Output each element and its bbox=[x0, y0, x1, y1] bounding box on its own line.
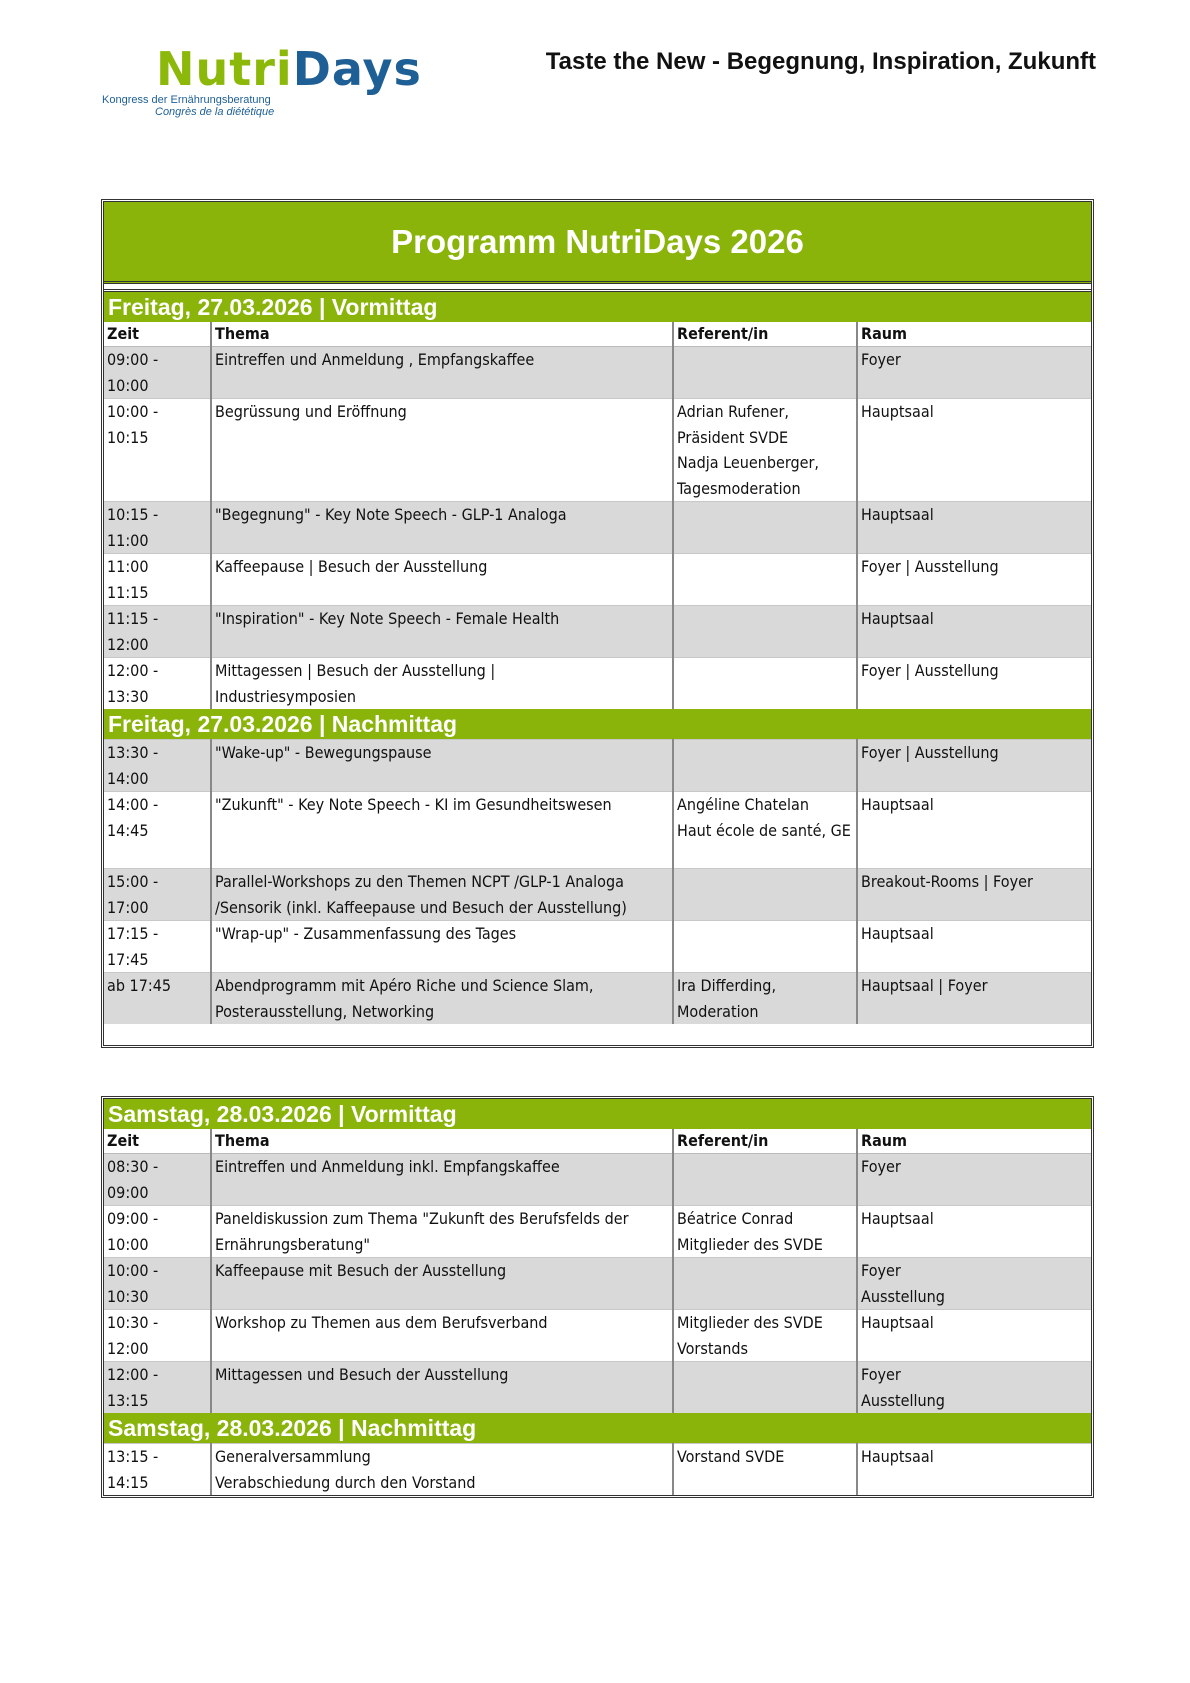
cell-thema-line: Paneldiskussion zum Thema "Zukunft des Berufsfelds der bbox=[215, 1209, 629, 1228]
cell-zeit bbox=[104, 792, 211, 869]
cell-raum bbox=[857, 502, 1091, 554]
cell-zeit-line: 09:00 - bbox=[107, 1209, 159, 1228]
cell-raum bbox=[857, 606, 1091, 658]
cell-zeit bbox=[104, 973, 211, 1025]
cell-thema bbox=[211, 792, 673, 869]
cell-thema-line: Workshop zu Themen aus dem Berufsverband bbox=[215, 1313, 548, 1332]
schedule-table bbox=[104, 1099, 1091, 1495]
schedule-row bbox=[104, 554, 1091, 606]
cell-thema bbox=[211, 606, 673, 658]
cell-thema bbox=[211, 869, 673, 921]
cell-thema-line: Abendprogramm mit Apéro Riche und Science Slam, bbox=[215, 976, 594, 995]
program-title: Programm NutriDays 2026 bbox=[391, 222, 804, 260]
schedule-row bbox=[104, 1310, 1091, 1362]
cell-thema bbox=[211, 921, 673, 973]
cell-referent bbox=[673, 1310, 857, 1362]
cell-raum bbox=[857, 399, 1091, 502]
cell-raum bbox=[857, 869, 1091, 921]
cell-zeit-line: 14:00 bbox=[107, 768, 149, 788]
cell-zeit-line: 14:45 bbox=[107, 820, 149, 840]
cell-raum-line: Hauptsaal bbox=[861, 1313, 934, 1332]
cell-thema-line: Ernährungsberatung" bbox=[215, 1234, 370, 1254]
cell-raum-line: Hauptsaal bbox=[861, 795, 934, 814]
column-header-zeit: Zeit bbox=[104, 322, 211, 347]
cell-raum-line: Hauptsaal | Foyer bbox=[861, 976, 988, 995]
cell-raum bbox=[857, 921, 1091, 973]
cell-raum-line: Hauptsaal bbox=[861, 402, 934, 421]
cell-zeit bbox=[104, 1258, 211, 1310]
cell-zeit-line: 08:30 - bbox=[107, 1157, 159, 1176]
section-band bbox=[104, 292, 1091, 322]
cell-zeit-line: 10:00 bbox=[107, 375, 149, 395]
cell-zeit-line: 09:00 - bbox=[107, 350, 159, 369]
cell-referent bbox=[673, 606, 857, 658]
cell-raum-line: Hauptsaal bbox=[861, 1447, 934, 1466]
section-title: Freitag, 27.03.2026 | Vormittag bbox=[104, 292, 1091, 322]
cell-zeit-line: 13:15 bbox=[107, 1390, 149, 1410]
cell-raum bbox=[857, 1362, 1091, 1414]
schedule-row bbox=[104, 869, 1091, 921]
column-header-zeit: Zeit bbox=[104, 1129, 211, 1154]
logo-subtitle-fr: Congrès de la diététique bbox=[155, 106, 275, 118]
cell-thema-line: Begrüssung und Eröffnung bbox=[215, 402, 407, 421]
cell-thema-line: Kaffeepause | Besuch der Ausstellung bbox=[215, 557, 488, 576]
cell-raum bbox=[857, 347, 1091, 399]
section-band bbox=[104, 1413, 1091, 1444]
cell-raum bbox=[857, 1310, 1091, 1362]
cell-zeit-line: 11:15 bbox=[107, 582, 149, 602]
cell-referent bbox=[673, 792, 857, 869]
cell-zeit-line: 10:00 - bbox=[107, 1261, 159, 1280]
schedule-row bbox=[104, 606, 1091, 658]
cell-raum bbox=[857, 792, 1091, 869]
cell-thema-line: Mittagessen und Besuch der Ausstellung bbox=[215, 1365, 509, 1384]
cell-zeit bbox=[104, 740, 211, 792]
cell-referent-line: Angéline Chatelan bbox=[677, 795, 809, 814]
cell-thema bbox=[211, 658, 673, 710]
cell-thema-line: Verabschiedung durch den Vorstand bbox=[215, 1472, 476, 1492]
cell-referent bbox=[673, 740, 857, 792]
cell-zeit-line: 13:30 bbox=[107, 686, 149, 706]
cell-referent-line: Haut école de santé, GE bbox=[677, 820, 851, 840]
cell-zeit-line: 11:00 bbox=[107, 530, 149, 550]
divider bbox=[104, 284, 1091, 292]
cell-raum-line: Foyer bbox=[861, 350, 901, 369]
cell-zeit bbox=[104, 1206, 211, 1258]
cell-thema-line: "Wake-up" - Bewegungspause bbox=[215, 743, 432, 762]
cell-thema-line: Eintreffen und Anmeldung inkl. Empfangskaffee bbox=[215, 1157, 560, 1176]
cell-thema bbox=[211, 1310, 673, 1362]
program-table-day2 bbox=[101, 1096, 1094, 1498]
cell-zeit-line: 10:15 bbox=[107, 427, 149, 447]
cell-raum-line: Hauptsaal bbox=[861, 924, 934, 943]
cell-thema-line: /Sensorik (inkl. Kaffeepause und Besuch der Ausstellung) bbox=[215, 897, 627, 917]
schedule-row bbox=[104, 921, 1091, 973]
cell-thema bbox=[211, 554, 673, 606]
cell-thema-line: Kaffeepause mit Besuch der Ausstellung bbox=[215, 1261, 507, 1280]
cell-referent bbox=[673, 869, 857, 921]
cell-zeit-line: 11:00 bbox=[107, 557, 149, 576]
schedule-row bbox=[104, 1362, 1091, 1414]
cell-raum bbox=[857, 973, 1091, 1025]
schedule-row bbox=[104, 502, 1091, 554]
cell-raum-line: Foyer | Ausstellung bbox=[861, 661, 999, 680]
cell-referent bbox=[673, 973, 857, 1025]
cell-referent-line: Vorstand SVDE bbox=[677, 1447, 785, 1466]
cell-referent-line: Adrian Rufener, bbox=[677, 402, 789, 421]
cell-thema bbox=[211, 399, 673, 502]
cell-raum-line: Ausstellung bbox=[861, 1286, 945, 1306]
logo-word-blue: Days bbox=[292, 42, 422, 96]
cell-raum-line: Hauptsaal bbox=[861, 1209, 934, 1228]
cell-zeit-line: ab 17:45 bbox=[107, 976, 172, 995]
cell-thema bbox=[211, 1154, 673, 1206]
cell-zeit bbox=[104, 869, 211, 921]
cell-raum bbox=[857, 1206, 1091, 1258]
cell-referent-line: Mitglieder des SVDE bbox=[677, 1234, 823, 1254]
column-header-raum: Raum bbox=[857, 1129, 1091, 1154]
program-title-bar bbox=[104, 202, 1091, 284]
cell-referent bbox=[673, 347, 857, 399]
cell-zeit-line: 13:30 - bbox=[107, 743, 159, 762]
cell-thema-line: Generalversammlung bbox=[215, 1447, 371, 1466]
cell-thema bbox=[211, 502, 673, 554]
cell-zeit bbox=[104, 1444, 211, 1496]
cell-zeit-line: 17:00 bbox=[107, 897, 149, 917]
cell-referent-line: Béatrice Conrad bbox=[677, 1209, 794, 1228]
cell-referent bbox=[673, 1206, 857, 1258]
cell-thema bbox=[211, 347, 673, 399]
cell-zeit bbox=[104, 1154, 211, 1206]
cell-zeit bbox=[104, 606, 211, 658]
cell-referent-line: Mitglieder des SVDE bbox=[677, 1313, 823, 1332]
cell-thema bbox=[211, 1444, 673, 1496]
cell-raum-line: Breakout-Rooms | Foyer bbox=[861, 872, 1033, 891]
cell-raum bbox=[857, 1154, 1091, 1206]
schedule-row bbox=[104, 740, 1091, 792]
cell-zeit-line: 10:00 - bbox=[107, 402, 159, 421]
schedule-row bbox=[104, 1154, 1091, 1206]
cell-zeit-line: 12:00 - bbox=[107, 661, 159, 680]
cell-thema bbox=[211, 740, 673, 792]
cell-zeit-line: 10:00 bbox=[107, 1234, 149, 1254]
cell-thema-line: "Begegnung" - Key Note Speech - GLP-1 Analoga bbox=[215, 505, 567, 524]
schedule-row bbox=[104, 658, 1091, 710]
cell-thema-line: Eintreffen und Anmeldung , Empfangskaffee bbox=[215, 350, 535, 369]
cell-referent bbox=[673, 658, 857, 710]
schedule-row bbox=[104, 1206, 1091, 1258]
cell-raum-line: Ausstellung bbox=[861, 1390, 945, 1410]
schedule-row bbox=[104, 1444, 1091, 1496]
logo-subtitle-de: Kongress der Ernährungsberatung bbox=[102, 94, 271, 106]
cell-thema-line: "Wrap-up" - Zusammenfassung des Tages bbox=[215, 924, 517, 943]
cell-referent bbox=[673, 921, 857, 973]
cell-zeit-line: 10:30 - bbox=[107, 1313, 159, 1332]
cell-thema-line: Posterausstellung, Networking bbox=[215, 1001, 435, 1021]
cell-thema-line: "Zukunft" - Key Note Speech - KI im Gesundheitswesen bbox=[215, 795, 612, 814]
cell-referent-line: Nadja Leuenberger, bbox=[677, 453, 819, 472]
section-title: Samstag, 28.03.2026 | Nachmittag bbox=[104, 1413, 1091, 1444]
cell-thema bbox=[211, 1258, 673, 1310]
cell-referent bbox=[673, 1258, 857, 1310]
schedule-row bbox=[104, 792, 1091, 869]
cell-zeit bbox=[104, 921, 211, 973]
cell-zeit bbox=[104, 1362, 211, 1414]
cell-raum-line: Foyer | Ausstellung bbox=[861, 557, 999, 576]
cell-raum-line: Foyer bbox=[861, 1261, 901, 1280]
column-header-row bbox=[104, 1129, 1091, 1154]
section-band bbox=[104, 1099, 1091, 1129]
cell-zeit-line: 17:15 - bbox=[107, 924, 159, 943]
cell-zeit-line: 12:00 bbox=[107, 634, 149, 654]
column-header-referent: Referent/in bbox=[673, 322, 857, 347]
tagline: Taste the New - Begegnung, Inspiration, Zukunft bbox=[545, 48, 1096, 75]
cell-raum bbox=[857, 554, 1091, 606]
cell-zeit bbox=[104, 1310, 211, 1362]
column-header-referent: Referent/in bbox=[673, 1129, 857, 1154]
cell-zeit-line: 15:00 - bbox=[107, 872, 159, 891]
cell-thema-line: "Inspiration" - Key Note Speech - Female Health bbox=[215, 609, 560, 628]
section-title: Freitag, 27.03.2026 | Nachmittag bbox=[104, 709, 1091, 740]
program-table-day1 bbox=[101, 199, 1094, 1048]
cell-zeit-line: 14:15 bbox=[107, 1472, 149, 1492]
column-header-thema: Thema bbox=[211, 1129, 673, 1154]
logo-word-green: Nutri bbox=[156, 42, 293, 96]
section-title: Samstag, 28.03.2026 | Vormittag bbox=[104, 1099, 1091, 1129]
cell-referent-line: Moderation bbox=[677, 1001, 759, 1021]
schedule-row bbox=[104, 347, 1091, 399]
cell-referent-line: Vorstands bbox=[677, 1338, 749, 1358]
cell-referent-line: Tagesmoderation bbox=[677, 478, 801, 498]
cell-zeit-line: 17:45 bbox=[107, 949, 149, 969]
cell-zeit-line: 11:15 - bbox=[107, 609, 159, 628]
cell-zeit-line: 09:00 bbox=[107, 1182, 149, 1202]
cell-zeit bbox=[104, 347, 211, 399]
cell-raum bbox=[857, 658, 1091, 710]
column-header-thema: Thema bbox=[211, 322, 673, 347]
cell-thema bbox=[211, 973, 673, 1025]
section-band bbox=[104, 709, 1091, 740]
cell-raum-line: Hauptsaal bbox=[861, 505, 934, 524]
cell-referent bbox=[673, 399, 857, 502]
nutridays-logo bbox=[100, 42, 422, 124]
cell-thema bbox=[211, 1362, 673, 1414]
cell-zeit-line: 13:15 - bbox=[107, 1447, 159, 1466]
logo-wordmark bbox=[156, 44, 422, 94]
cell-raum-line: Foyer bbox=[861, 1157, 901, 1176]
cell-zeit bbox=[104, 658, 211, 710]
cell-zeit-line: 12:00 bbox=[107, 1338, 149, 1358]
cell-referent-line: Präsident SVDE bbox=[677, 427, 789, 447]
cell-referent bbox=[673, 1362, 857, 1414]
cell-zeit bbox=[104, 502, 211, 554]
cell-referent-line: Ira Differding, bbox=[677, 976, 777, 995]
schedule-row bbox=[104, 1258, 1091, 1310]
column-header-row bbox=[104, 322, 1091, 347]
cell-referent bbox=[673, 502, 857, 554]
cell-zeit-line: 12:00 - bbox=[107, 1365, 159, 1384]
cell-zeit bbox=[104, 399, 211, 502]
cell-thema bbox=[211, 1206, 673, 1258]
cell-zeit-line: 10:15 - bbox=[107, 505, 159, 524]
cell-thema-line: Parallel-Workshops zu den Themen NCPT /GLP-1 Analoga bbox=[215, 872, 624, 891]
schedule-row bbox=[104, 399, 1091, 502]
cell-referent bbox=[673, 1154, 857, 1206]
cell-zeit-line: 10:30 bbox=[107, 1286, 149, 1306]
cell-raum bbox=[857, 740, 1091, 792]
cell-zeit bbox=[104, 554, 211, 606]
cell-raum bbox=[857, 1444, 1091, 1496]
cell-raum-line: Foyer | Ausstellung bbox=[861, 743, 999, 762]
cell-raum-line: Foyer bbox=[861, 1365, 901, 1384]
cell-thema-line: Industriesymposien bbox=[215, 686, 357, 706]
cell-thema-line: Mittagessen | Besuch der Ausstellung | bbox=[215, 661, 496, 680]
schedule-table bbox=[104, 292, 1091, 1024]
column-header-raum: Raum bbox=[857, 322, 1091, 347]
cell-raum bbox=[857, 1258, 1091, 1310]
cell-referent bbox=[673, 554, 857, 606]
cell-raum-line: Hauptsaal bbox=[861, 609, 934, 628]
cell-referent bbox=[673, 1444, 857, 1496]
schedule-row bbox=[104, 973, 1091, 1025]
cell-zeit-line: 14:00 - bbox=[107, 795, 159, 814]
